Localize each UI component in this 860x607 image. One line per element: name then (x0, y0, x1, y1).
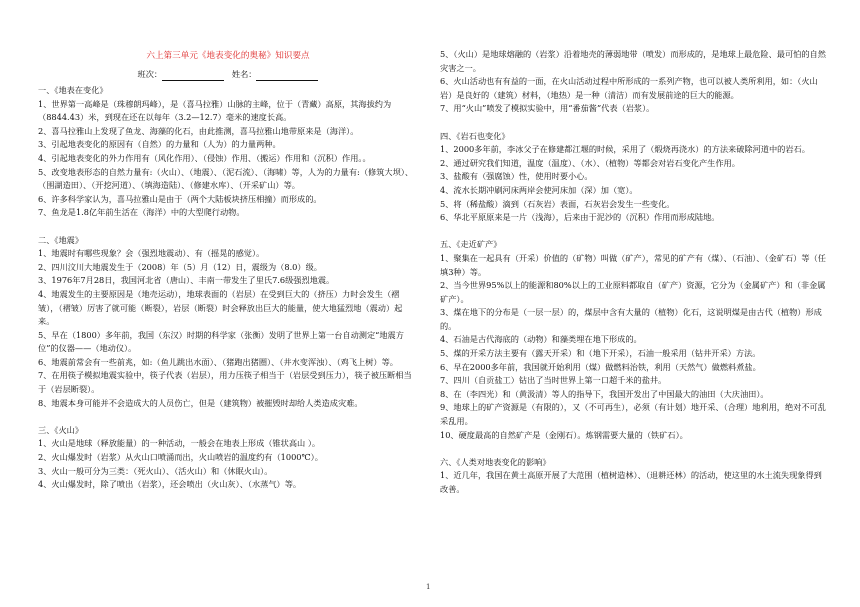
knowledge-item: 2、火山爆发时（岩浆）从火山口喷涌而出，火山喷岩的温度约有（1000℃）。 (38, 452, 323, 463)
name-label: 姓名： (231, 69, 257, 79)
knowledge-item: 1、世界第一高峰是（珠穆朗玛峰），是（喜马拉雅）山脉的主峰，位于（青藏）高原，其海拔约为（8844.43）米，到现在还在以每年（3.2—12.7）毫米的速度长高。 (38, 98, 392, 123)
document-title: 六上第三单元《地表变化的奥秘》知识要点 (146, 51, 310, 61)
knowledge-item: 10、硬度最高的自然矿产是（金刚石）。炼钢需要大量的（铁矿石）。 (440, 429, 688, 440)
knowledge-item: 4、引起地表变化的外力作用有（风化作用）、（侵蚀）作用、（搬运）作用和（沉积）作用。。 (38, 152, 371, 163)
knowledge-item: 9、地球上的矿产资源是（有限的），又（不可再生），必须（有计划）地开采、（合理）地利用，绝对不可乱采乱用。 (440, 402, 826, 427)
left-column (38, 0, 418, 492)
knowledge-item: 5、将（稀盐酸）滴到（石灰岩）表面，石灰岩会发生一些变化。 (440, 198, 675, 209)
knowledge-item: 1、地震时有哪些现象？会（强烈地震动）、有（摇晃的感觉）。 (38, 248, 265, 259)
knowledge-item: 7、鱼龙是1.8亿年前生活在（海洋）中的大型爬行动物。 (38, 207, 245, 218)
class-name-line (38, 64, 418, 84)
knowledge-item: 4、火山爆发时，除了喷出（岩浆），还会喷出（火山灰）、（水蒸气）等。 (38, 479, 302, 490)
section-heading: 一、《地表在变化》 (38, 85, 108, 95)
knowledge-item: 6、许多科学家认为，喜马拉雅山是由于（两个大陆板块挤压相撞）而形成的。 (38, 193, 322, 204)
knowledge-item: 6、地震前常会有一些前兆，如:（鱼儿跳出水面）、（猪跑出猪圈）、（井水变浑浊）、（鸡飞上树）等。 (38, 356, 398, 367)
name-blank (256, 70, 318, 81)
class-label: 班次： (137, 69, 163, 79)
section-heading: 三、《火山》 (38, 424, 84, 435)
knowledge-item: 5、（火山）是地球熔融的（岩浆）沿着地壳的薄弱地带（喷发）而形成的，是地球上最危险、最可怕的自然灾害之一。 (440, 49, 826, 73)
section-heading: 六、《人类对地表变化的影响》 (440, 456, 551, 467)
page-number: 1 (426, 583, 431, 591)
knowledge-item: 2、通过研究我们知道，温度（温度）、（水）、（植物）等都会对岩石变化产生作用。 (440, 157, 740, 168)
knowledge-item: 3、盐酸有（强腐蚀）性，使用时要小心。 (440, 171, 593, 182)
knowledge-item: 7、在用筷子模拟地震实验中，筷子代表（岩层），用力压筷子相当于（岩层受到压力），筷子被压断相当于（岩层断裂）。 (38, 370, 412, 395)
knowledge-item: 8、在（李四光）和（黄汲清）等人的指导下，我国开发出了中国最大的油田（大庆油田）。 (440, 388, 769, 399)
knowledge-item: 6、早在2000多年前，我国就开始利用（煤）做燃料治铁，利用（天然气）做燃料煮盐。 (440, 361, 761, 372)
knowledge-item: 1、聚集在一起具有（开采）价值的（矿物）叫做（矿产），常见的矿产有（煤）、（石油）、（金矿石）等（任填3种）等。 (440, 252, 826, 277)
knowledge-item: 3、引起地表变化的原因有（自然）的力量和（人为）的力量两种。 (38, 139, 281, 150)
knowledge-item: 4、地震发生的主要原因是（地壳运动），地球表面的（岩层）在受到巨大的（挤压）力时会发生（褶皱），（褶皱）厉害了就可能（断裂），岩层（断裂）时会释放出巨大的能量，使大地猛烈地（震动）起来。 (38, 288, 403, 327)
knowledge-item: 7、用“火山”喷发了模拟实验中，用“番茄酱”代表（岩浆）。 (440, 103, 655, 114)
knowledge-item: 6、华北平原原来是一片（浅海），后来由于泥沙的（沉积）作用而形成陆地。 (440, 212, 720, 223)
left-sections (38, 84, 418, 492)
knowledge-item: 3、煤在地下的分布是（一层一层）的，煤层中含有大量的（植物）化石，这说明煤是由古代（植物）形成的。 (440, 307, 822, 331)
knowledge-item: 2、喜马拉雅山上发现了鱼龙、海藻的化石，由此推测，喜马拉雅山地带原来是（海洋）。 (38, 125, 359, 136)
right-column (440, 48, 828, 497)
knowledge-item: 6、火山活动也有有益的一面，在火山活动过程中所形成的一系列产物，也可以被人类所利用，如：（火山岩）是良好的（建筑）材料，（地热）是一种（清洁）而有发展前途的巨大的能源。 (440, 76, 818, 100)
knowledge-item: 1、火山是地球（释放能量）的一种活动，一般会在地表上形成（锥状高山 ）。 (38, 438, 321, 449)
right-sections (440, 48, 828, 497)
knowledge-item: 2、当今世界95%以上的能源和80%以上的工业原料都取自（矿产）资源，它分为（金属矿产）和（非金属矿产）。 (440, 280, 826, 304)
section-heading: 四、《岩石也变化》 (440, 130, 510, 141)
knowledge-item: 3、1976年7月28日，我国河北省（唐山）、丰南一带发生了里氏7.6级强烈地震。 (38, 275, 335, 286)
knowledge-item: 5、早在（1800）多年前，我国（东汉）时期的科学家（张衡）发明了世界上第一台自动测定“地震方位”的仪器——（地动仪）。 (38, 329, 404, 354)
knowledge-item: 1、近几年，我国在黄土高原开展了大范围（植树造林）、（退耕还林）的活动，使这里的水土流失现象得到改善。 (440, 470, 822, 494)
knowledge-item: 8、地震本身可能并不会造成大的人员伤亡，但是（建筑物）被摧毁时却给人类造成灾难。 (38, 397, 363, 408)
section-heading: 五、《走近矿产》 (440, 239, 502, 250)
knowledge-item: 5、煤的开采方法主要有（露天开采）和（地下开采），石油一般采用（钻井开采）方法。 (440, 348, 761, 359)
knowledge-item: 4、石油是古代海底的（动物）和藻类埋在地下形成的。 (440, 334, 642, 345)
knowledge-item: 1、2000多年前，李冰父子在修建都江堰的时候，采用了（煅烧再浇水）的方法来破除河道中的岩石。 (440, 144, 810, 155)
knowledge-item: 2、四川汶川大地震发生于（2008）年（5）月（12）日，震级为（8.0）级。 (38, 261, 322, 272)
class-blank (162, 70, 224, 81)
knowledge-item: 7、四川（自贡盐工）钻出了当时世界上第一口超千米的盐井。 (440, 375, 667, 386)
knowledge-item: 5、改变地表形态的自然力量有:（火山）、（地震）、（泥石流）、（海啸）等，人为的力量有:（修筑大坝）、（围湖造田）、（开挖河道）、（填海造陆）、（修建水库）、（开采矿山）等。 (38, 166, 414, 191)
knowledge-item: 3、火山一般可分为三类：（死火山）、（活火山）和（休眠火山）。 (38, 465, 273, 476)
section-heading: 二、《地震》 (38, 234, 84, 245)
knowledge-item: 4、流水长期冲刷河床两岸会使河床加（深）加（宽）。 (440, 184, 638, 195)
